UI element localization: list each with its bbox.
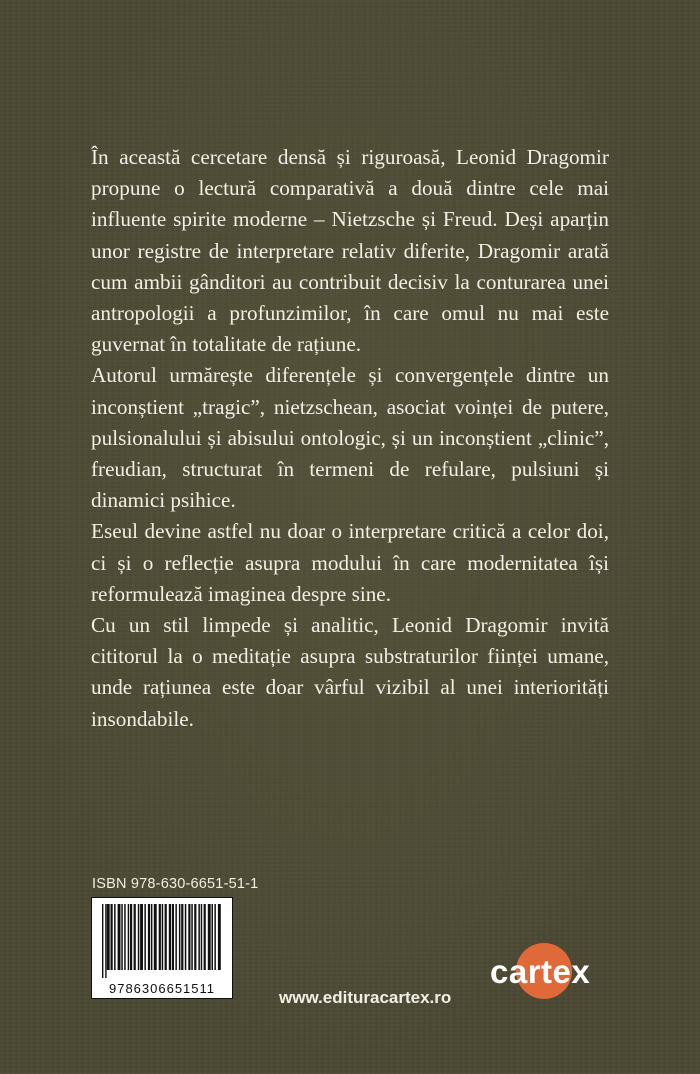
description-paragraph-4: Cu un stil limpede și analitic, Leonid Dragomir invită cititorul la o meditație asupra substraturilor ființei umane, unde rațiunea este doar vârful vizibil al unei interiorități insondabile. [91, 613, 609, 731]
isbn-label: ISBN 978-630-6651-51-1 [92, 876, 259, 892]
barcode [91, 897, 233, 999]
barcode-bar [185, 904, 187, 970]
barcode-bar [198, 904, 200, 970]
barcode-bar [204, 904, 206, 970]
barcode-guard-bar [105, 904, 106, 978]
barcode-bar [159, 904, 161, 970]
barcode-bar [188, 904, 190, 970]
barcode-bar [144, 904, 146, 970]
publisher-website[interactable]: www.edituracartex.ro [279, 988, 452, 1007]
barcode-bar [208, 904, 211, 970]
barcode-guard-bar [102, 904, 103, 978]
barcode-bar [107, 904, 110, 970]
barcode-bar [124, 904, 126, 970]
barcode-bar [148, 904, 150, 970]
publisher-logo [490, 943, 615, 1003]
barcode-bar [162, 904, 164, 970]
barcode-bar [181, 904, 183, 970]
barcode-bars [100, 904, 224, 978]
barcode-digits: 9786306651511 [108, 981, 216, 996]
barcode-bar [114, 904, 116, 970]
logo-text: cartex [490, 953, 591, 990]
barcode-bar [140, 904, 143, 970]
description-text [91, 142, 609, 735]
description-paragraph-2: Autorul urmărește diferențele și convergențele dintre un inconștient „tragic”, nietzschean, asociat voinței de putere, pulsionalului și abisului ontologic, și un inconștient „clinic”, freudian, structurat în termeni de refulare, pulsiuni și dinamici psihice. [91, 363, 609, 513]
barcode-bar [118, 904, 121, 970]
barcode-bar [179, 904, 181, 970]
barcode-bar [194, 904, 196, 970]
barcode-bar [130, 904, 132, 970]
barcode-bar [191, 904, 193, 970]
barcode-bar [201, 904, 203, 970]
barcode-bar [121, 904, 123, 970]
barcode-bar [154, 904, 157, 970]
barcode-bar [212, 904, 214, 970]
barcode-bar [175, 904, 177, 970]
barcode-bar [218, 904, 221, 970]
barcode-bar [169, 904, 171, 970]
description-paragraph-3: Eseul devine astfel nu doar o interpretare critică a celor doi, ci și o reflecție asupra modului în care modernitatea își reformulează imaginea despre sine. [91, 519, 609, 606]
barcode-guard-bar [104, 904, 105, 978]
barcode-bar [134, 904, 136, 970]
barcode-bar [128, 904, 130, 970]
barcode-bar [138, 904, 140, 970]
barcode-bar [151, 904, 153, 970]
barcode-bar [111, 904, 113, 970]
description-paragraph-1: În această cercetare densă și riguroasă, Leonid Dragomir propune o lectură comparativă a două dintre cele mai influente spirite moderne – Nietzsche și Freud. Deși aparțin unor registre de interpretare relativ diferite, Dragomir arată cum ambii gânditori au contribuit decisiv la conturarea unei antropologii a profunzimilor, în care omul nu mai este guvernat în totalitate de rațiune. [91, 145, 609, 357]
barcode-bar [214, 904, 216, 970]
barcode-bar [165, 904, 167, 970]
barcode-bar [172, 904, 174, 970]
